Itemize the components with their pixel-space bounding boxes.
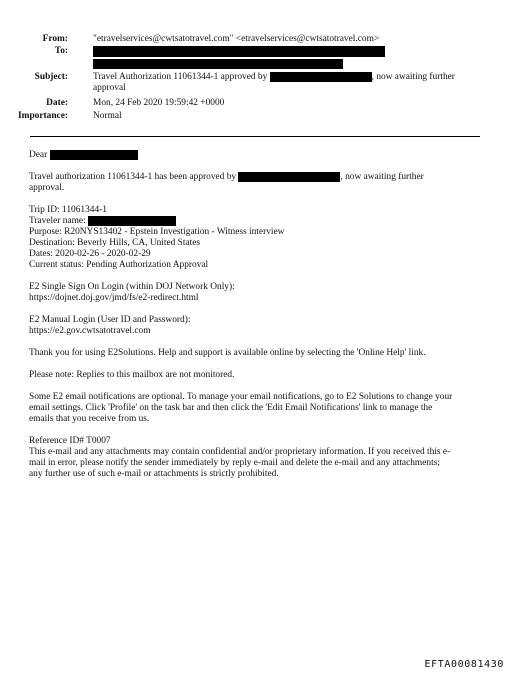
disclaimer-line-1: This e-mail and any attachments may contain confidential and/or proprietary information. If you received this e- (29, 447, 451, 458)
thanks-text: Thank you for using E2Solutions. Help and support is available online by selecting the 'Online Help' link. (29, 348, 426, 359)
trip-dates: Dates: 2020-02-26 - 2020-02-29 (29, 249, 151, 260)
subject-suffix: , now awaiting further (371, 72, 455, 83)
approval-line2: approval. (29, 183, 65, 194)
header-divider (30, 136, 480, 137)
to-label: To: (54, 46, 68, 56)
sso-title: E2 Single Sign On Login (within DOJ Network Only): (29, 282, 235, 293)
trip-purpose: Purpose: R20NYS13402 - Epstein Investigation - Witness interview (29, 227, 285, 238)
subject-label: Subject: (34, 72, 68, 82)
from-value: "etravelservices@cwtsatotravel.com" <etravelservices@cwtsatotravel.com> (93, 34, 380, 44)
traveler-name-label: Traveler name: (29, 216, 86, 227)
importance-value: Normal (93, 111, 122, 121)
redaction-bar (88, 216, 176, 226)
trip-id: Trip ID: 11061344-1 (29, 205, 107, 216)
email-body (29, 150, 487, 491)
subject-prefix: Travel Authorization 11061344-1 approved by (93, 72, 268, 83)
thanks-paragraph (29, 348, 487, 359)
date-label: Date: (46, 98, 68, 108)
importance-label: Importance: (18, 111, 68, 121)
redaction-bar (50, 150, 138, 160)
note-paragraph (29, 370, 487, 381)
subject-line2: approval (93, 83, 126, 94)
trip-status: Current status: Pending Authorization Approval (29, 260, 209, 271)
manual-url-link[interactable]: https://e2.gov.cwtsatotravel.com (29, 326, 151, 337)
greeting-text: Dear (29, 150, 48, 161)
to-value (93, 46, 488, 58)
reference-id: Reference ID# T0007 (29, 436, 111, 447)
from-label: From: (42, 34, 68, 44)
optional-line-3: emails that you receive from us. (29, 414, 150, 425)
manual-title: E2 Manual Login (User ID and Password): (29, 315, 191, 326)
disclaimer-line-2: mail in error, please notify the sender immediately by reply e-mail and delete the e-mail and any attachments; (29, 458, 440, 469)
trip-details (29, 205, 487, 271)
disclaimer-line-3: any further use of such e-mail or attachments is strictly prohibited. (29, 469, 279, 480)
sso-login (29, 282, 487, 304)
disclaimer-paragraph (29, 436, 487, 480)
redaction-bar (93, 46, 385, 57)
approval-prefix: Travel authorization 11061344-1 has been approved by (29, 172, 237, 183)
optional-line-1: Some E2 email notifications are optional. To manage your email notifications, go to E2 Solutions to change your (29, 392, 453, 403)
sso-url-link[interactable]: https://dojnet.doj.gov/jmd/fs/e2-redirect.html (29, 293, 199, 304)
redaction-bar (238, 172, 340, 182)
redaction-bar (270, 72, 372, 82)
redaction-bar (93, 59, 343, 69)
subject-value (93, 72, 488, 94)
approval-suffix: , now awaiting further (340, 172, 424, 183)
note-text: Please note: Replies to this mailbox are not monitored. (29, 370, 235, 381)
approval-paragraph (29, 172, 487, 194)
optional-notifications-paragraph (29, 392, 487, 425)
date-value: Mon, 24 Feb 2020 19:59:42 +0000 (93, 98, 225, 108)
trip-destination: Destination: Beverly Hills, CA, United States (29, 238, 201, 249)
optional-line-2: email settings. Click 'Profile' on the task bar and then click the 'Edit Email Notifications' link to manage the (29, 403, 433, 414)
manual-login (29, 315, 487, 337)
greeting (29, 150, 487, 161)
bates-number: EFTA00081430 (424, 659, 504, 670)
